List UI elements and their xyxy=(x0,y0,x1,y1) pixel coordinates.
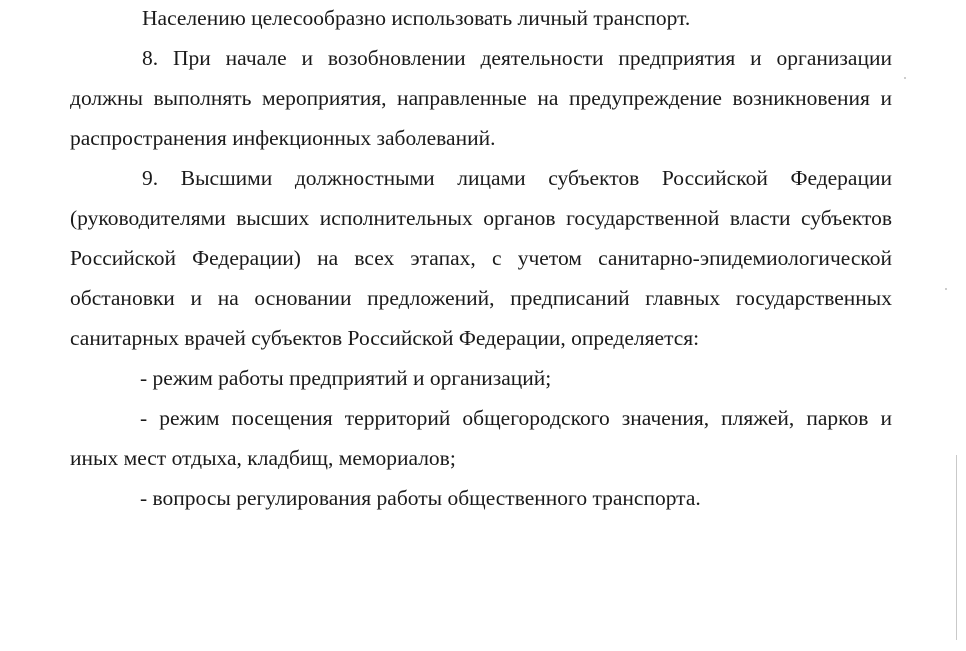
scan-speck xyxy=(945,288,947,290)
scan-edge-line xyxy=(956,455,957,640)
intro-line: Населению целесообразно использовать личный транспорт. xyxy=(142,6,691,30)
scan-speck xyxy=(904,77,906,79)
list-item: - вопросы регулирования работы общественного транспорта. xyxy=(140,486,701,510)
list-item: - режим посещения территорий общегородского значения, пляжей, парков и иных мест отдыха, кладбищ, мемориалов; xyxy=(70,406,892,470)
list-item: - режим работы предприятий и организаций; xyxy=(140,366,552,390)
document-body xyxy=(70,0,892,518)
paragraph-8: 8. При начале и возобновлении деятельности предприятия и организации должны выполнять мероприятия, направленные на предупреждение возникновения и распространения инфекционных заболеваний. xyxy=(70,46,892,150)
paragraph-9: 9. Высшими должностными лицами субъектов Российской Федерации (руководителями высших исполнительных органов государственной власти субъектов Российской Федерации) на всех этапах, с учетом санитарно-эпидемиологической обстановки и на основании предложений, предписаний главных государственных санитарных врачей субъектов Российской Федерации, определяется: xyxy=(70,166,892,350)
